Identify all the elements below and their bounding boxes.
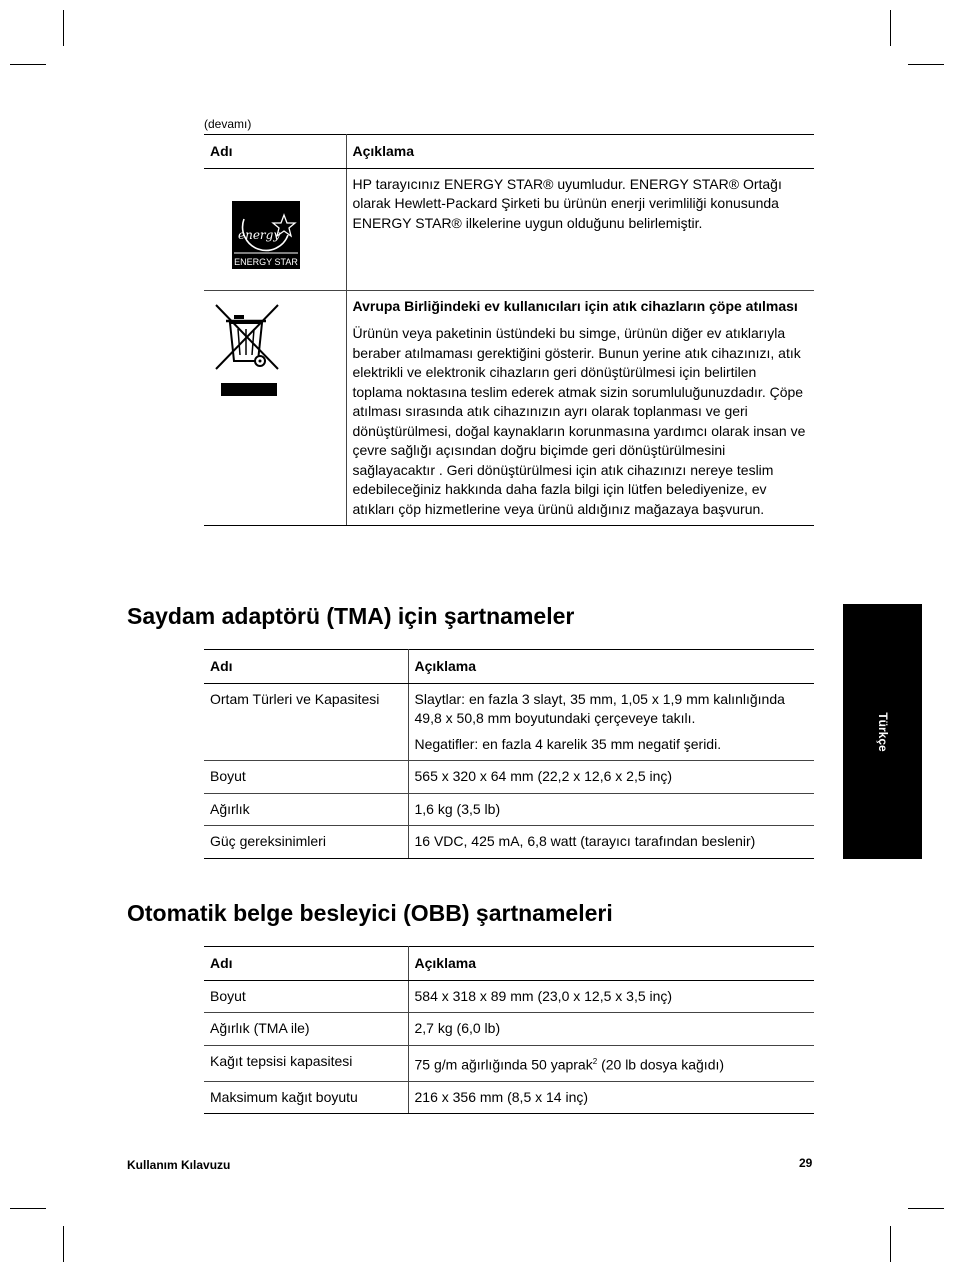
crop-mark [63,1226,64,1262]
spec-value: 16 VDC, 425 mA, 6,8 watt (tarayıcı tarafından beslenir) [408,826,814,859]
table-row [204,980,814,1013]
header-description: Açıklama [346,135,814,169]
spec-value: 565 x 320 x 64 mm (22,2 x 12,6 x 2,5 inç) [408,761,814,794]
crop-mark [890,10,891,46]
spec-name: Ağırlık [204,793,408,826]
crop-mark [908,64,944,65]
spec-name: Ortam Türleri ve Kapasitesi [204,683,408,761]
weee-cell [204,290,346,526]
spec-value-rest: (20 lb dosya kağıdı) [597,1056,725,1073]
table-header-row [204,947,814,981]
spec-value: 1,6 kg (3,5 lb) [408,793,814,826]
spec-name: Kağıt tepsisi kapasitesi [204,1045,408,1081]
adf-spec-table [204,946,814,1114]
crop-mark [908,1208,944,1209]
svg-text:energy: energy [238,227,281,242]
table-row [204,1013,814,1046]
table-header-row [204,650,814,684]
header-name: Adı [204,947,408,981]
spec-name: Ağırlık (TMA ile) [204,1013,408,1046]
weee-title: Avrupa Birliğindeki ev kullanıcıları için atık cihazların çöpe atılması [352,297,798,314]
spec-value-negatives: Negatifler: en fazla 4 karelik 35 mm negatif şeridi. [414,735,722,752]
header-name: Adı [204,135,346,169]
spec-value: 216 x 356 mm (8,5 x 14 inç) [408,1081,814,1114]
page-number: 29 [799,1156,813,1170]
tma-spec-table [204,649,814,859]
spec-value [408,683,814,761]
crop-mark [63,10,64,46]
spec-name: Maksimum kağıt boyutu [204,1081,408,1114]
side-tab-label: Türkçe [875,711,890,752]
section-title-tma: Saydam adaptörü (TMA) için şartnameler [127,603,575,629]
table-row [204,290,814,526]
energy-star-cell [204,168,346,290]
energy-star-description [346,168,814,290]
header-name: Adı [204,650,408,684]
spec-value: 2,7 kg (6,0 lb) [408,1013,814,1046]
spec-name: Boyut [204,980,408,1013]
footer-guide-title: Kullanım Kılavuzu [127,1158,231,1172]
continued-label: (devamı) [204,117,252,131]
spec-name: Güç gereksinimleri [204,826,408,859]
header-description: Açıklama [408,947,814,981]
table-row [204,1081,814,1114]
section-title-adf: Otomatik belge besleyici (OBB) şartnameleri [127,900,613,926]
table-row [204,683,814,761]
energy-star-text: HP tarayıcınız ENERGY STAR® uyumludur. ENERGY STAR® Ortağı olarak Hewlett-Packard Şirketi bu ürünün enerji verimliliği konusunda ENERGY STAR® ilkelerine uygun olduğunu belirlemiştir. [352,175,782,231]
spec-value-slides: Slaytlar: en fazla 3 slayt, 35 mm, 1,05 x 1,9 mm kalınlığında 49,8 x 50,8 mm boyutundaki çerçeveye takılı. [414,690,785,726]
spec-value: 584 x 318 x 89 mm (23,0 x 12,5 x 3,5 inç) [408,980,814,1013]
header-description: Açıklama [408,650,814,684]
spec-name: Boyut [204,761,408,794]
table-header-row [204,135,814,169]
crop-mark [10,1208,46,1209]
language-side-tab [843,604,922,859]
environment-table [204,134,814,526]
table-row [204,1045,814,1081]
table-row [204,761,814,794]
weee-text: Ürünün veya paketinin üstündeki bu simge, ürünün diğer ev atıklarıyla beraber atılmaması gerektiğini gösterir. Bunun yerine atık cihazınızı, atık elektrikli ve elektronik cihazların geri dönüştürülmesi için belirtilen toplama noktasına teslim ederek atmak sizin sorumluluğunuzdadır. Çöpe atılması sırasında atık cihazınızın ayrı olarak toplanması ve geri dönüştürülmesi, doğal kaynakların korunmasına yardımcı olarak insan ve çevre sağlığı açısından doğru biçimde geri dönüştürülmesini sağlayacaktır . Geri dönüştürülmesi için atık cihazınızı nereye teslim edebileceğiniz hakkında daha fazla bilgi için lütfen belediyenize, ev atıkları çöp hizmetlerine veya ürünü aldığınız mağazaya başvurun. [352,325,806,517]
crop-mark [10,64,46,65]
weee-crossed-bin-icon [214,303,280,403]
crop-mark [890,1226,891,1262]
table-row [204,793,814,826]
spec-value [408,1045,814,1081]
weee-description [346,290,814,526]
energy-star-logo-icon [232,201,300,269]
table-row [204,168,814,290]
spec-value-main: 75 g/m ağırlığında 50 yaprak [414,1056,593,1073]
table-row [204,826,814,859]
spec-value-superscript: 2 [592,1056,598,1066]
svg-text:ENERGY STAR: ENERGY STAR [234,256,298,267]
